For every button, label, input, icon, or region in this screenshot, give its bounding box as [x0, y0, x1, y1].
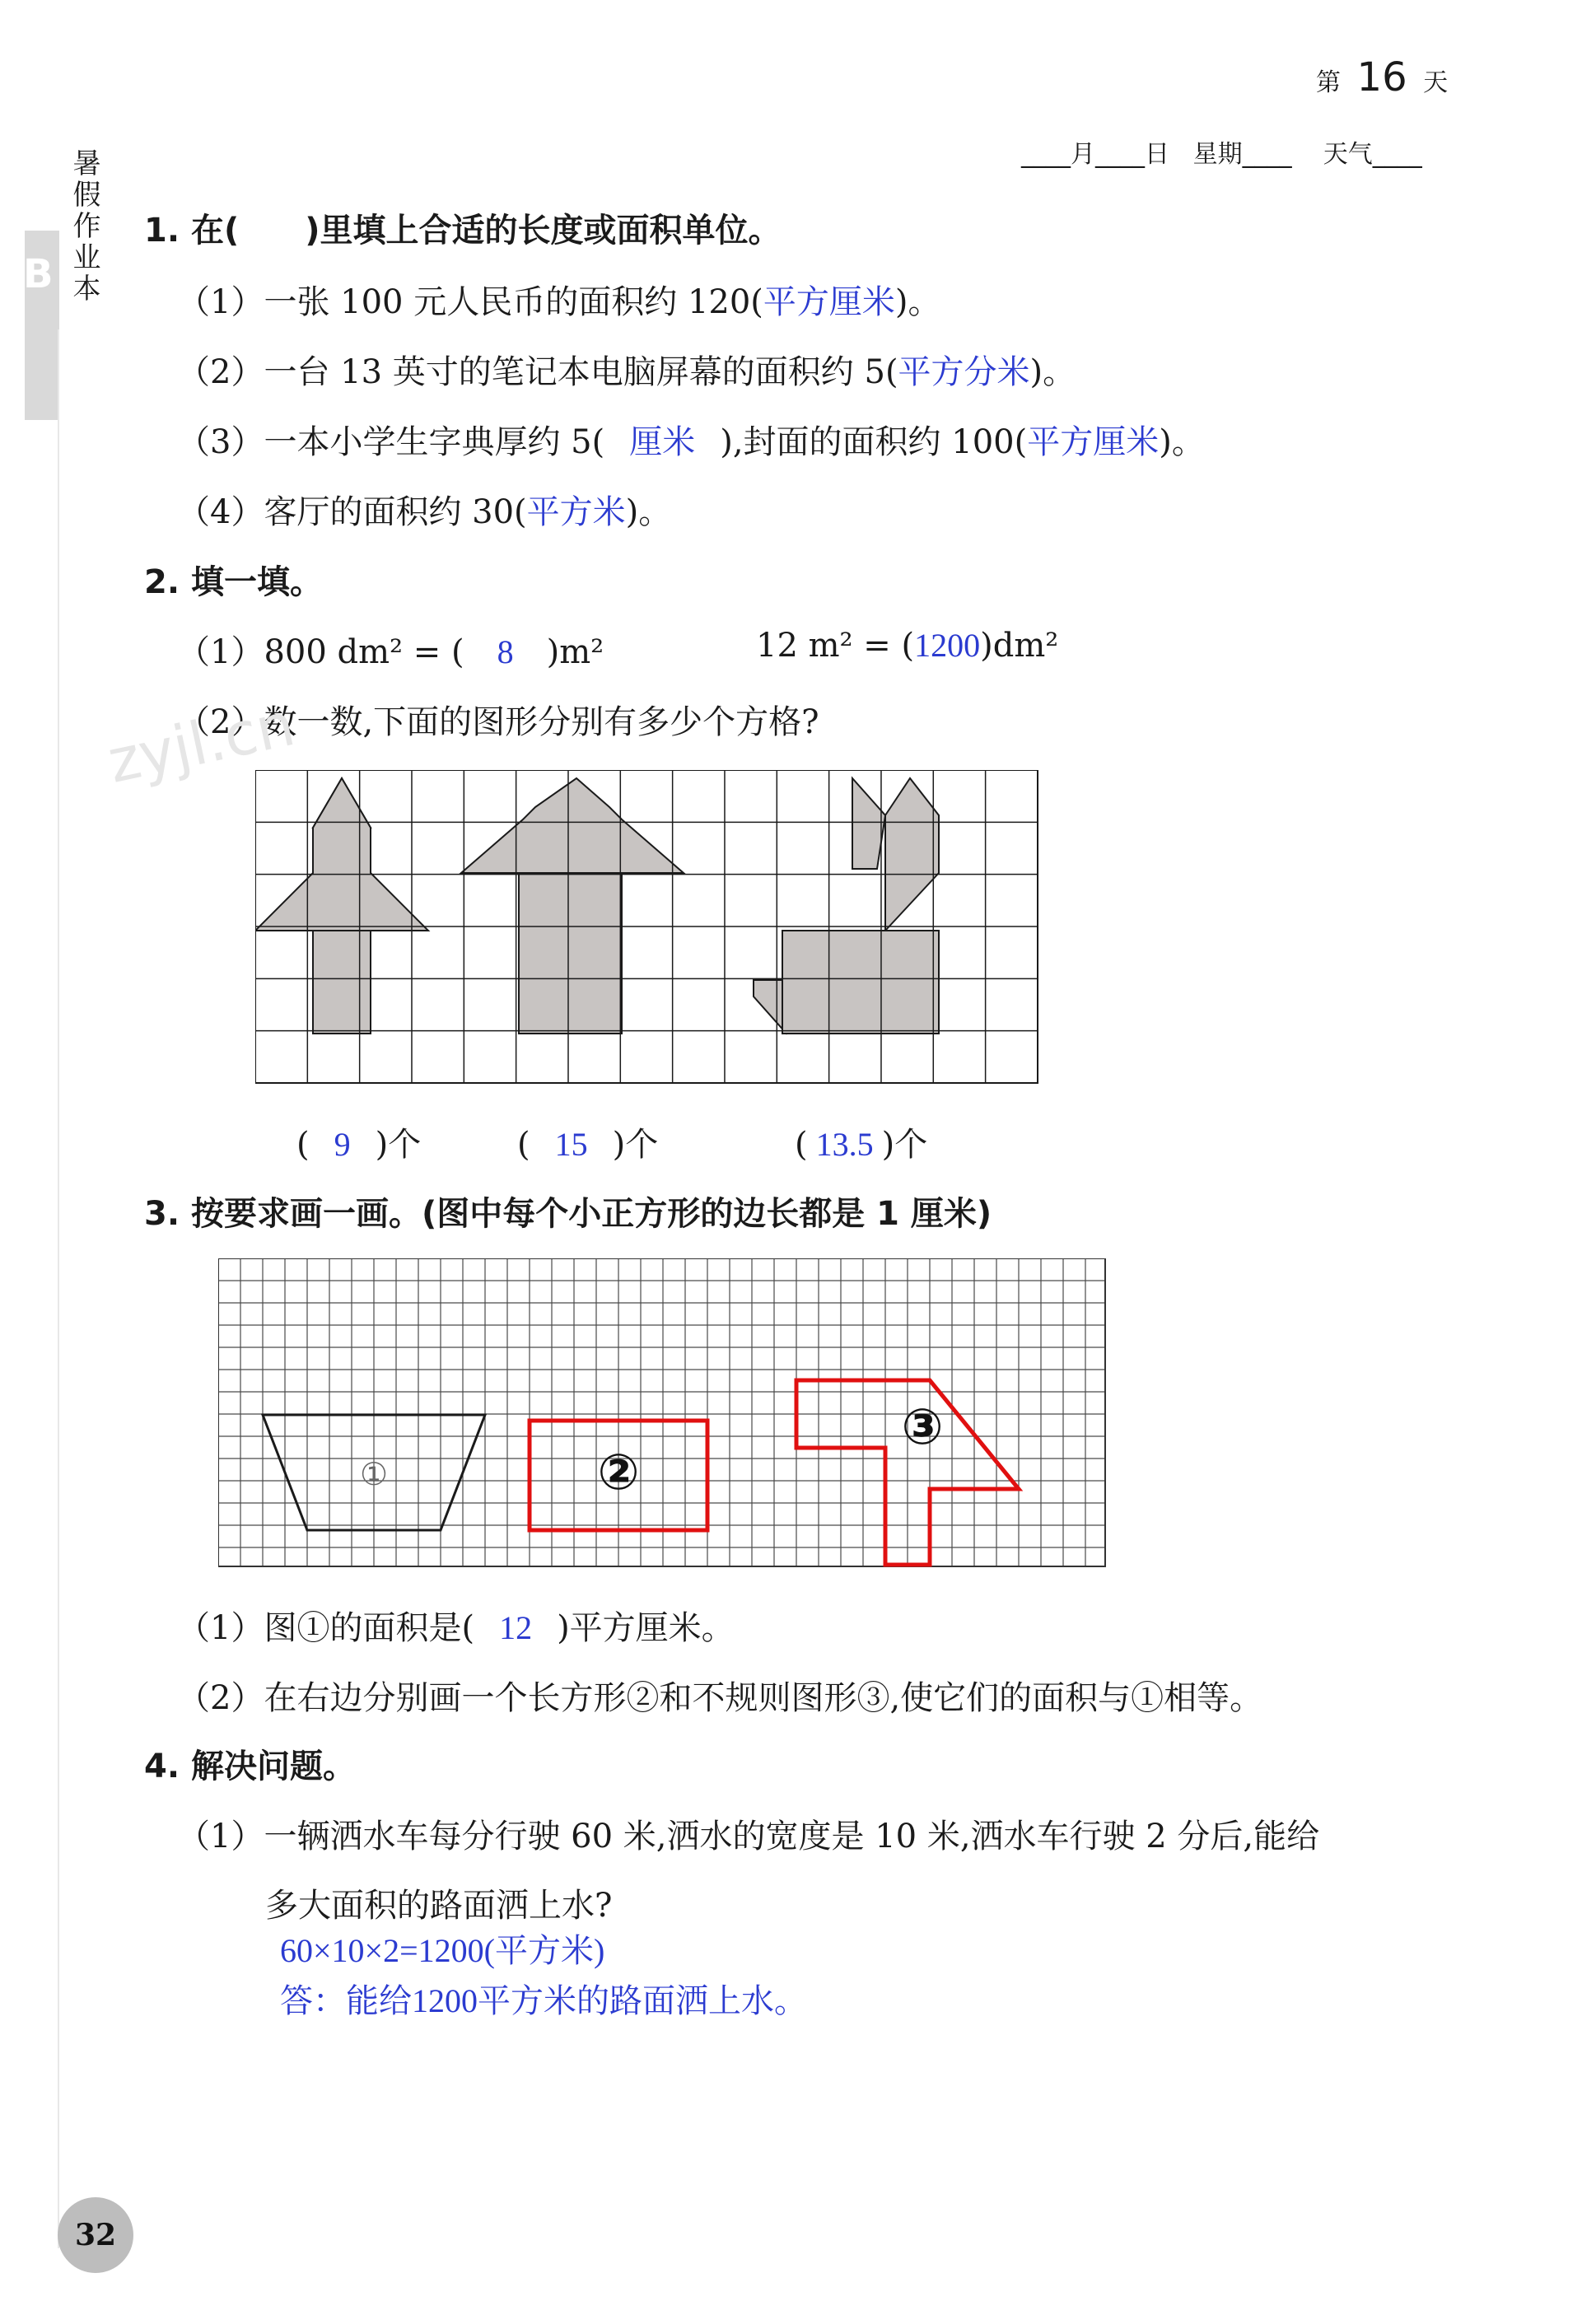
- q2-count-2: ( 15 )个: [517, 1126, 659, 1164]
- page-number-badge: [58, 2197, 133, 2273]
- q4-answer-line2: 答：能给1200平方米的路面洒上水。: [280, 1982, 807, 2019]
- q2-answer-dm: 8: [497, 633, 514, 670]
- side-rule: [58, 329, 59, 2248]
- q2-figure-grid: [255, 770, 1046, 1091]
- q1-answer-4: 平方米: [526, 493, 626, 530]
- q4-title: 4. 解决问题。: [144, 1748, 356, 1785]
- shape-house-roof: [461, 778, 684, 873]
- shape-house-body: [519, 873, 622, 1034]
- q1-item-3: （3）一本小学生字典厚约 5( 厘米 ),封面的面积约 100(平方厘米)。: [177, 423, 1205, 461]
- q1-answer-2: 平方分米: [898, 353, 1030, 390]
- shape-cat-head: [852, 778, 885, 869]
- q2-part1-left: （1）800 dm² = ( 8 )m²: [177, 633, 604, 671]
- q1-answer-3a: 厘米: [629, 423, 696, 460]
- q2-part2-text: （2）数一数,下面的图形分别有多少个方格?: [177, 703, 819, 741]
- q2-count-1: ( 9 )个: [296, 1126, 422, 1164]
- q3-part2: （2）在右边分别画一个长方形②和不规则图形③,使它们的面积与①相等。: [177, 1679, 1263, 1717]
- day-label: [1316, 54, 1448, 100]
- q3-grid-inner: [218, 1258, 1105, 1566]
- q3-part1: （1）图①的面积是( 12 )平方厘米。: [177, 1609, 735, 1647]
- q4-answer-line1: 60×10×2=1200(平方米): [280, 1932, 605, 1969]
- shape-label-2: ②: [597, 1444, 640, 1501]
- q3-figure-grid: [218, 1258, 1109, 1571]
- q2-count-answer-3: 13.5: [815, 1126, 874, 1163]
- q4-problem-line2: 多大面积的路面洒上水?: [265, 1887, 613, 1925]
- q1-title: 1. 在( )里填上合适的长度或面积单位。: [144, 212, 782, 250]
- q4-problem-line1: （1）一辆洒水车每分行驶 60 米,洒水的宽度是 10 米,洒水车行驶 2 分后,能给: [177, 1818, 1320, 1855]
- q2-answer-m: 1200: [914, 627, 981, 664]
- page-number: 32: [74, 2218, 117, 2252]
- day-suffix: 天: [1423, 68, 1449, 97]
- day-prefix: 第: [1316, 68, 1341, 97]
- side-tab-letter: B: [23, 251, 54, 297]
- q2-shapes: [255, 778, 939, 1034]
- q1-item-4: （4）客厅的面积约 30(平方米)。: [177, 493, 672, 531]
- q2-count-answer-1: 9: [334, 1126, 351, 1163]
- q1-answer-1: 平方厘米: [763, 283, 895, 320]
- q1-answer-3b: 平方厘米: [1027, 423, 1160, 460]
- day-number: 16: [1356, 54, 1407, 100]
- shape-cat-body: [782, 931, 939, 1034]
- q1-item-2: （2）一台 13 英寸的笔记本电脑屏幕的面积约 5(平方分米)。: [177, 353, 1076, 391]
- q2-part1-right: 12 m² = (1200)dm²: [756, 627, 1059, 665]
- q1-item-1: （1）一张 100 元人民币的面积约 120(平方厘米)。: [177, 283, 941, 321]
- watermark: zyjl.cn: [101, 689, 301, 796]
- shape-label-3: ③: [901, 1398, 944, 1456]
- q2-count-3: ( 13.5 )个: [795, 1126, 928, 1164]
- shape-tree-trunk: [313, 931, 371, 1034]
- date-line: ____月____日 星期____ 天气____: [1021, 140, 1422, 169]
- q2-count-answer-2: 15: [554, 1126, 588, 1163]
- side-tab: [0, 115, 107, 329]
- q2-title: 2. 填一填。: [144, 563, 323, 601]
- q3-title: 3. 按要求画一画。(图中每个小正方形的边长都是 1 厘米): [144, 1195, 992, 1233]
- side-tab-title: 暑假作业本: [68, 148, 100, 305]
- shape-tree-mid: [255, 778, 428, 931]
- q3-answer-1: 12: [499, 1609, 533, 1646]
- shape-label-1: ①: [359, 1456, 389, 1492]
